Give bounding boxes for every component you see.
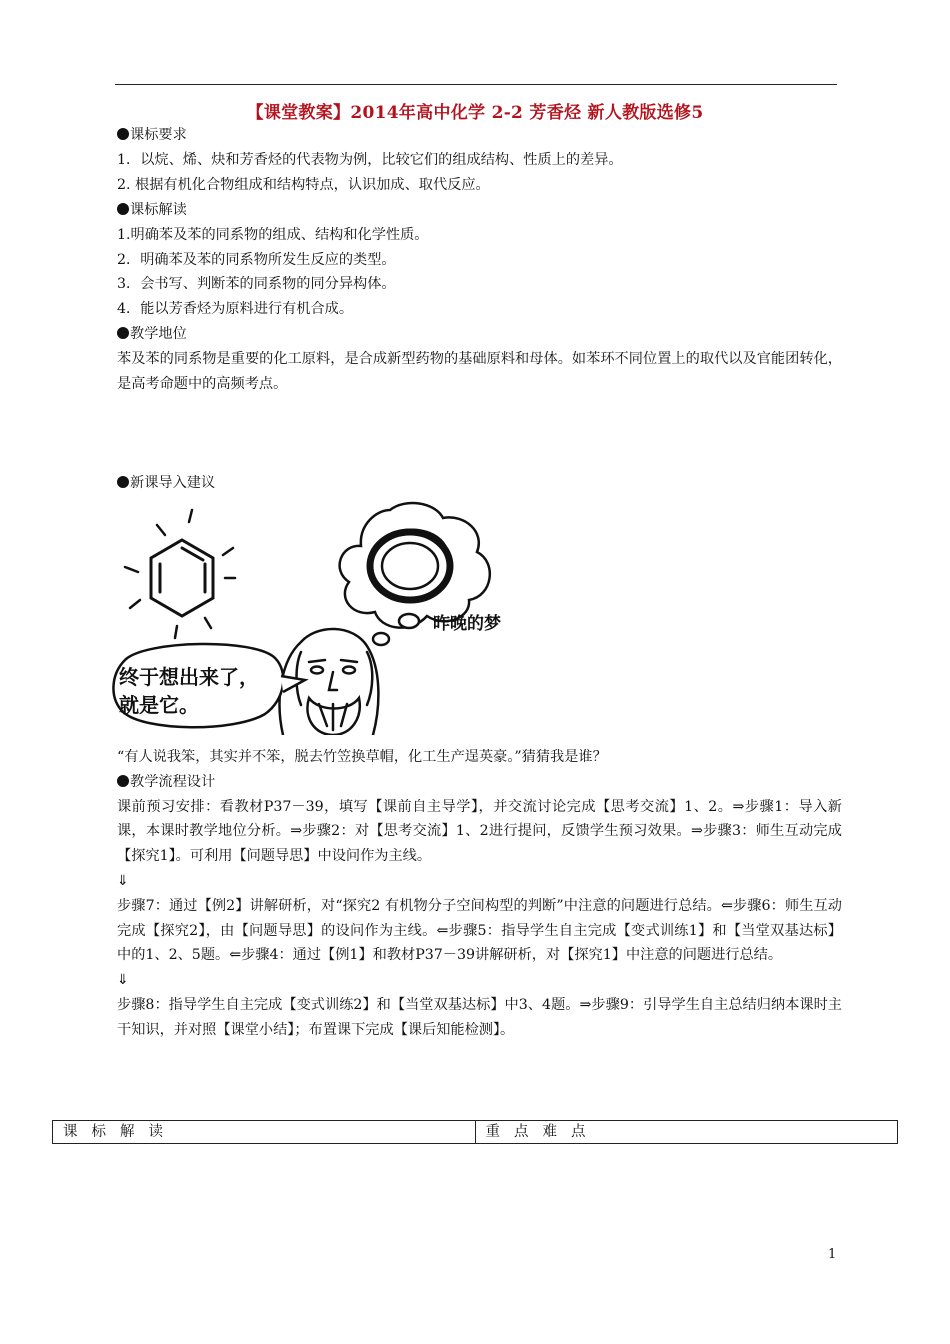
section-heading: 教学地位 — [117, 322, 842, 347]
section-heading: 教学流程设计 — [117, 770, 842, 795]
section-heading: 课标解读 — [117, 198, 842, 223]
benzene-ring-icon — [151, 540, 213, 616]
table-header-cell: 课标解读 — [63, 1124, 177, 1140]
list-item: 3．会书写、判断苯的同系物的同分异构体。 — [117, 276, 396, 293]
flow-paragraph-2: 步骤7：通过【例2】讲解研析，对“探究2 有机物分子空间构型的判断”中注意的问题进行总结。⇐步骤6：师生互动完成【探究2】，由【问题导思】的设问作为主线。⇐步骤5：指导学生自主完成【变式训练1】和【当堂双基达标】中的1、2、5题。⇐步骤4：通过【例1】和教材P37－39讲解研析，对【探究1】中注意的问题进行总结。 — [117, 897, 842, 964]
flow-paragraph-1: 课前预习安排：看教材P37－39，填写【课前自主导学】，并交流讨论完成【思考交流】1、2。⇒步骤1：导入新课，本课时教学地位分析。⇒步骤2：对【思考交流】1、2进行提问，反馈学生预习效果。⇒步骤3：师生互动完成【探究1】。可利用【问题导思】中设问作为主线。 — [117, 798, 842, 865]
section-heading: 新课导入建议 — [117, 471, 842, 496]
section-position — [117, 322, 842, 396]
paragraph: 苯及苯的同系物是重要的化工原料，是合成新型药物的基础原料和母体。如苯环不同位置上的取代以及官能团转化，是高考命题中的高频考点。 — [117, 350, 842, 392]
riddle-text: “有人说我笨，其实并不笨，脱去竹笠换草帽，化工生产逞英豪。”猜猜我是谁？ — [117, 749, 607, 765]
top-rule — [115, 84, 837, 85]
speech-line-1: 终于想出来了， — [119, 665, 259, 689]
list-item: 2．明确苯及苯的同系物所发生反应的类型。 — [117, 251, 396, 268]
dream-label: 昨晚的梦 — [433, 614, 501, 634]
down-arrow-icon: ⇓ — [117, 872, 129, 889]
section-standards — [117, 123, 842, 197]
speech-line-2: 就是它。 — [119, 693, 199, 717]
table-header-cell: 重点难点 — [475, 1121, 898, 1143]
list-item: 4．能以芳香烃为原料进行有机合成。 — [117, 301, 354, 318]
section-intro-heading — [117, 471, 842, 496]
thought-bubble — [340, 503, 490, 628]
bullet-icon — [117, 128, 129, 140]
bullet-icon — [117, 775, 129, 787]
flow-paragraph-3: 步骤8：指导学生自主完成【变式训练2】和【当堂双基达标】中3、4题。⇒步骤9：引导学生自主总结归纳本课时主干知识，并对照【课堂小结】；布置课下完成【课后知能检测】。 — [117, 996, 842, 1038]
glow-rays — [125, 510, 235, 638]
riddle-and-flow — [117, 745, 842, 1043]
bullet-icon — [117, 327, 129, 339]
section-heading: 课标要求 — [117, 123, 842, 148]
page-number: 1 — [828, 1247, 837, 1262]
kekule-cartoon-illustration — [105, 500, 545, 735]
header-table — [52, 1120, 898, 1144]
list-item: 1．以烷、烯、炔和芳香烃的代表物为例，比较它们的组成结构、性质上的差异。 — [117, 151, 623, 168]
section-interpretation — [117, 198, 842, 322]
bullet-icon — [117, 203, 129, 215]
bullet-icon — [117, 476, 129, 488]
list-item: 1.明确苯及苯的同系物的组成、结构和化学性质。 — [117, 226, 429, 243]
list-item: 2. 根据有机化合物组成和结构特点，认识加成、取代反应。 — [117, 176, 490, 193]
document-title: 【课堂教案】2014年高中化学 2-2 芳香烃 新人教版选修5 — [246, 103, 704, 123]
down-arrow-icon: ⇓ — [117, 972, 129, 989]
